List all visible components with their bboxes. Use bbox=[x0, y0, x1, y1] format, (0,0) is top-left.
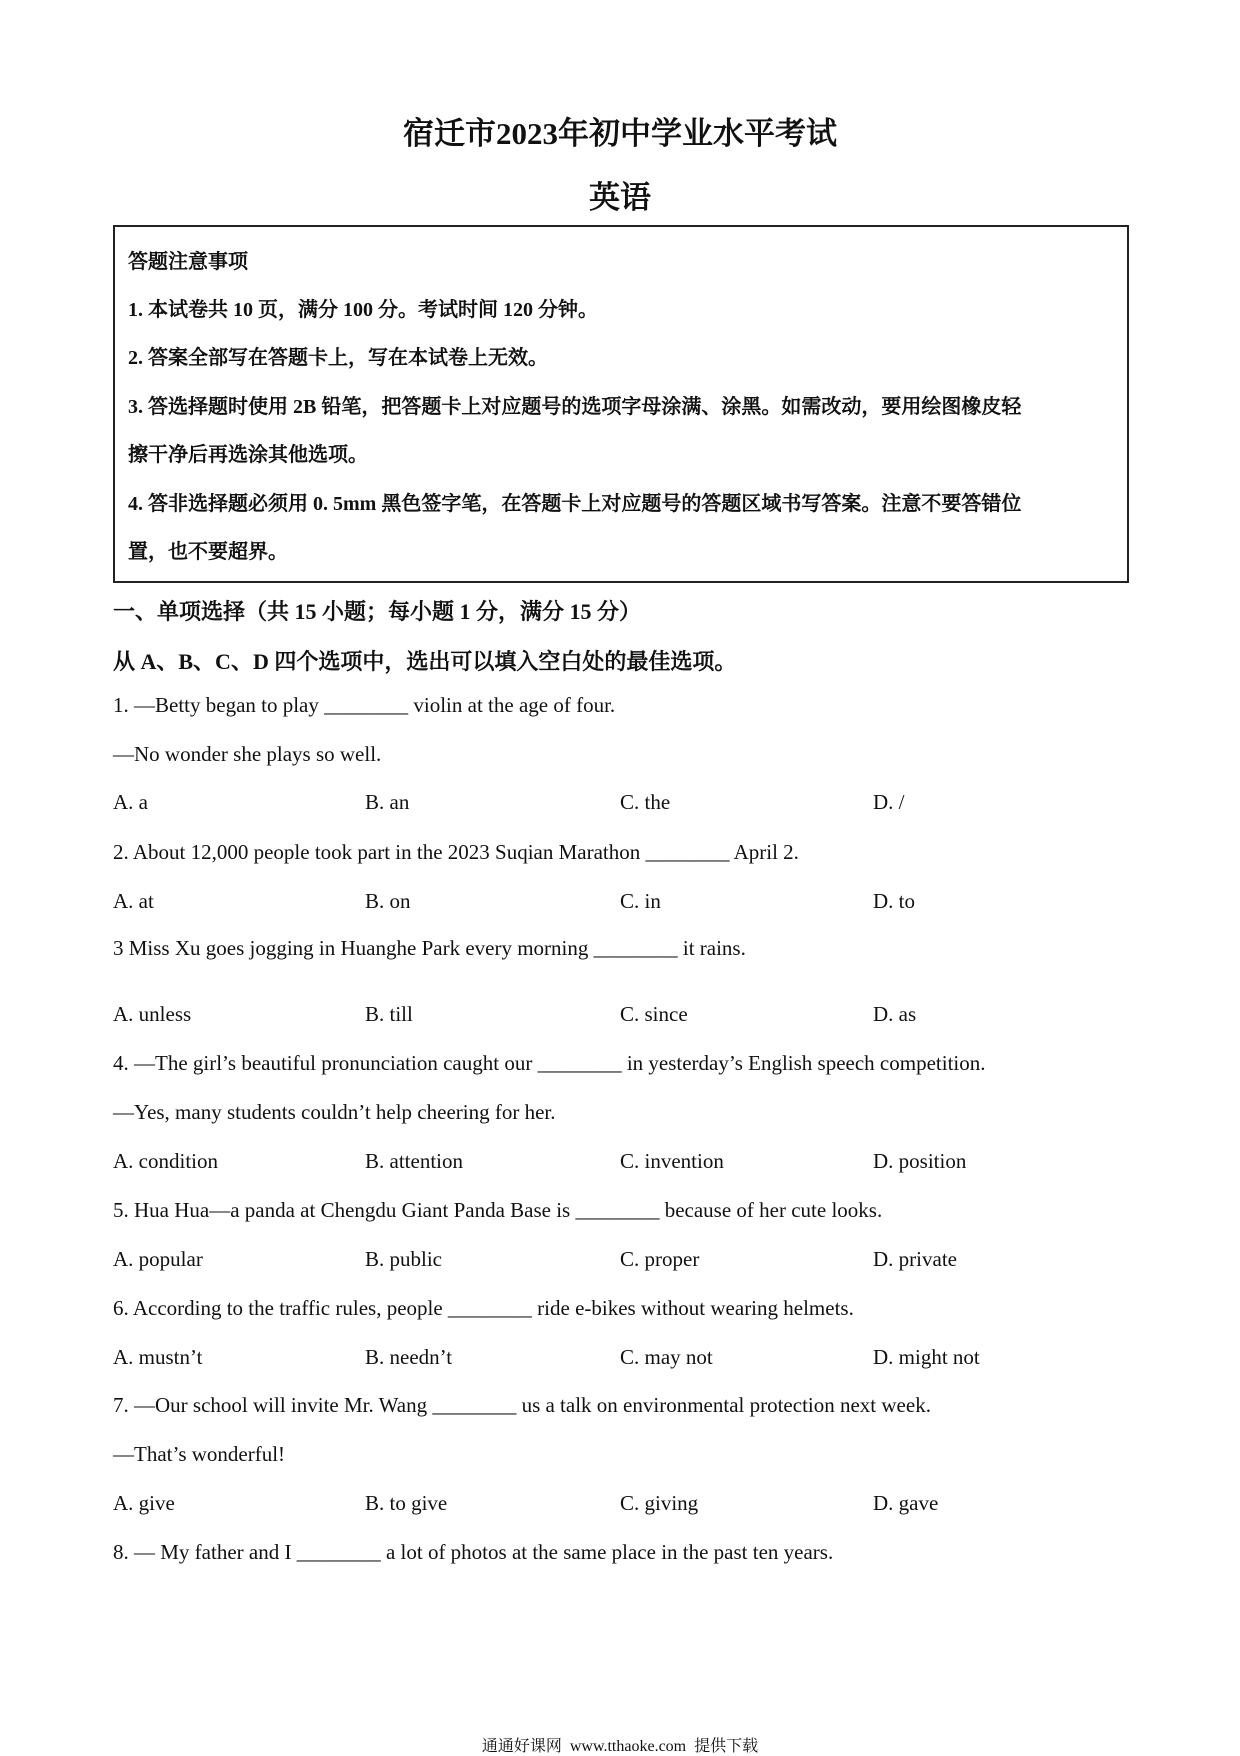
option-d: D. to bbox=[873, 889, 915, 913]
notice-line: 擦干净后再选涂其他选项。 bbox=[128, 444, 368, 466]
notice-line: 4. 答非选择题必须用 0. 5mm 黑色签字笔，在答题卡上对应题号的答题区域书写答案。注意不要答错位 bbox=[128, 493, 1022, 515]
option-c: C. in bbox=[620, 889, 661, 913]
option-a: A. condition bbox=[113, 1149, 218, 1173]
option-c: C. proper bbox=[620, 1247, 700, 1271]
option-c: C. invention bbox=[620, 1149, 724, 1173]
notice-heading: 答题注意事项 bbox=[128, 251, 248, 273]
question-text: 7. —Our school will invite Mr. Wang ________ us a talk on environmental protection next week. bbox=[113, 1393, 931, 1417]
notice-line: 3. 答选择题时使用 2B 铅笔，把答题卡上对应题号的选项字母涂满、涂黑。如需改动，要用绘图橡皮轻 bbox=[128, 396, 1022, 418]
section-instruction: 从 A、B、C、D 四个选项中，选出可以填入空白处的最佳选项。 bbox=[113, 649, 737, 674]
question-text: 8. — My father and I ________ a lot of photos at the same place in the past ten years. bbox=[113, 1540, 834, 1564]
question-text: —That’s wonderful! bbox=[113, 1442, 286, 1466]
option-a: A. a bbox=[113, 790, 148, 814]
option-c: C. the bbox=[620, 790, 671, 814]
notice-box bbox=[113, 225, 1129, 583]
option-b: B. on bbox=[365, 889, 411, 913]
option-b: B. till bbox=[365, 1002, 413, 1026]
option-a: A. mustn’t bbox=[113, 1345, 203, 1369]
option-b: B. attention bbox=[365, 1149, 463, 1173]
question-text: 3 Miss Xu goes jogging in Huanghe Park every morning ________ it rains. bbox=[113, 936, 746, 960]
option-b: B. an bbox=[365, 790, 410, 814]
option-a: A. give bbox=[113, 1491, 175, 1515]
question-text: 4. —The girl’s beautiful pronunciation caught our ________ in yesterday’s English speech competition. bbox=[113, 1051, 986, 1075]
notice-line: 2. 答案全部写在答题卡上，写在本试卷上无效。 bbox=[128, 347, 548, 369]
question-text: —No wonder she plays so well. bbox=[113, 742, 382, 766]
option-c: C. giving bbox=[620, 1491, 699, 1515]
exam-title: 宿迁市2023年初中学业水平考试 bbox=[403, 116, 837, 151]
option-b: B. to give bbox=[365, 1491, 448, 1515]
exam-subject: 英语 bbox=[589, 180, 651, 215]
question-text: 5. Hua Hua—a panda at Chengdu Giant Panda Base is ________ because of her cute looks. bbox=[113, 1198, 883, 1222]
question-text: 6. According to the traffic rules, people ________ ride e-bikes without wearing helmets. bbox=[113, 1296, 854, 1320]
option-d: D. position bbox=[873, 1149, 967, 1173]
option-d: D. as bbox=[873, 1002, 917, 1026]
section-title: 一、单项选择（共 15 小题；每小题 1 分，满分 15 分） bbox=[113, 599, 642, 624]
option-d: D. gave bbox=[873, 1491, 939, 1515]
option-b: B. public bbox=[365, 1247, 442, 1271]
option-c: C. since bbox=[620, 1002, 688, 1026]
option-a: A. popular bbox=[113, 1247, 203, 1271]
option-a: A. unless bbox=[113, 1002, 192, 1026]
question-text: —Yes, many students couldn’t help cheering for her. bbox=[113, 1100, 556, 1124]
option-d: D. / bbox=[873, 790, 905, 814]
question-text: 2. About 12,000 people took part in the 2023 Suqian Marathon ________ April 2. bbox=[113, 840, 799, 864]
option-d: D. might not bbox=[873, 1345, 980, 1369]
option-a: A. at bbox=[113, 889, 154, 913]
option-c: C. may not bbox=[620, 1345, 713, 1369]
page-footer: 通通好课网 www.tthaoke.com 提供下载 bbox=[481, 1738, 759, 1755]
notice-line: 1. 本试卷共 10 页，满分 100 分。考试时间 120 分钟。 bbox=[128, 299, 598, 321]
notice-line: 置，也不要超界。 bbox=[128, 541, 288, 563]
option-b: B. needn’t bbox=[365, 1345, 453, 1369]
question-text: 1. —Betty began to play ________ violin at the age of four. bbox=[113, 693, 616, 717]
option-d: D. private bbox=[873, 1247, 957, 1271]
